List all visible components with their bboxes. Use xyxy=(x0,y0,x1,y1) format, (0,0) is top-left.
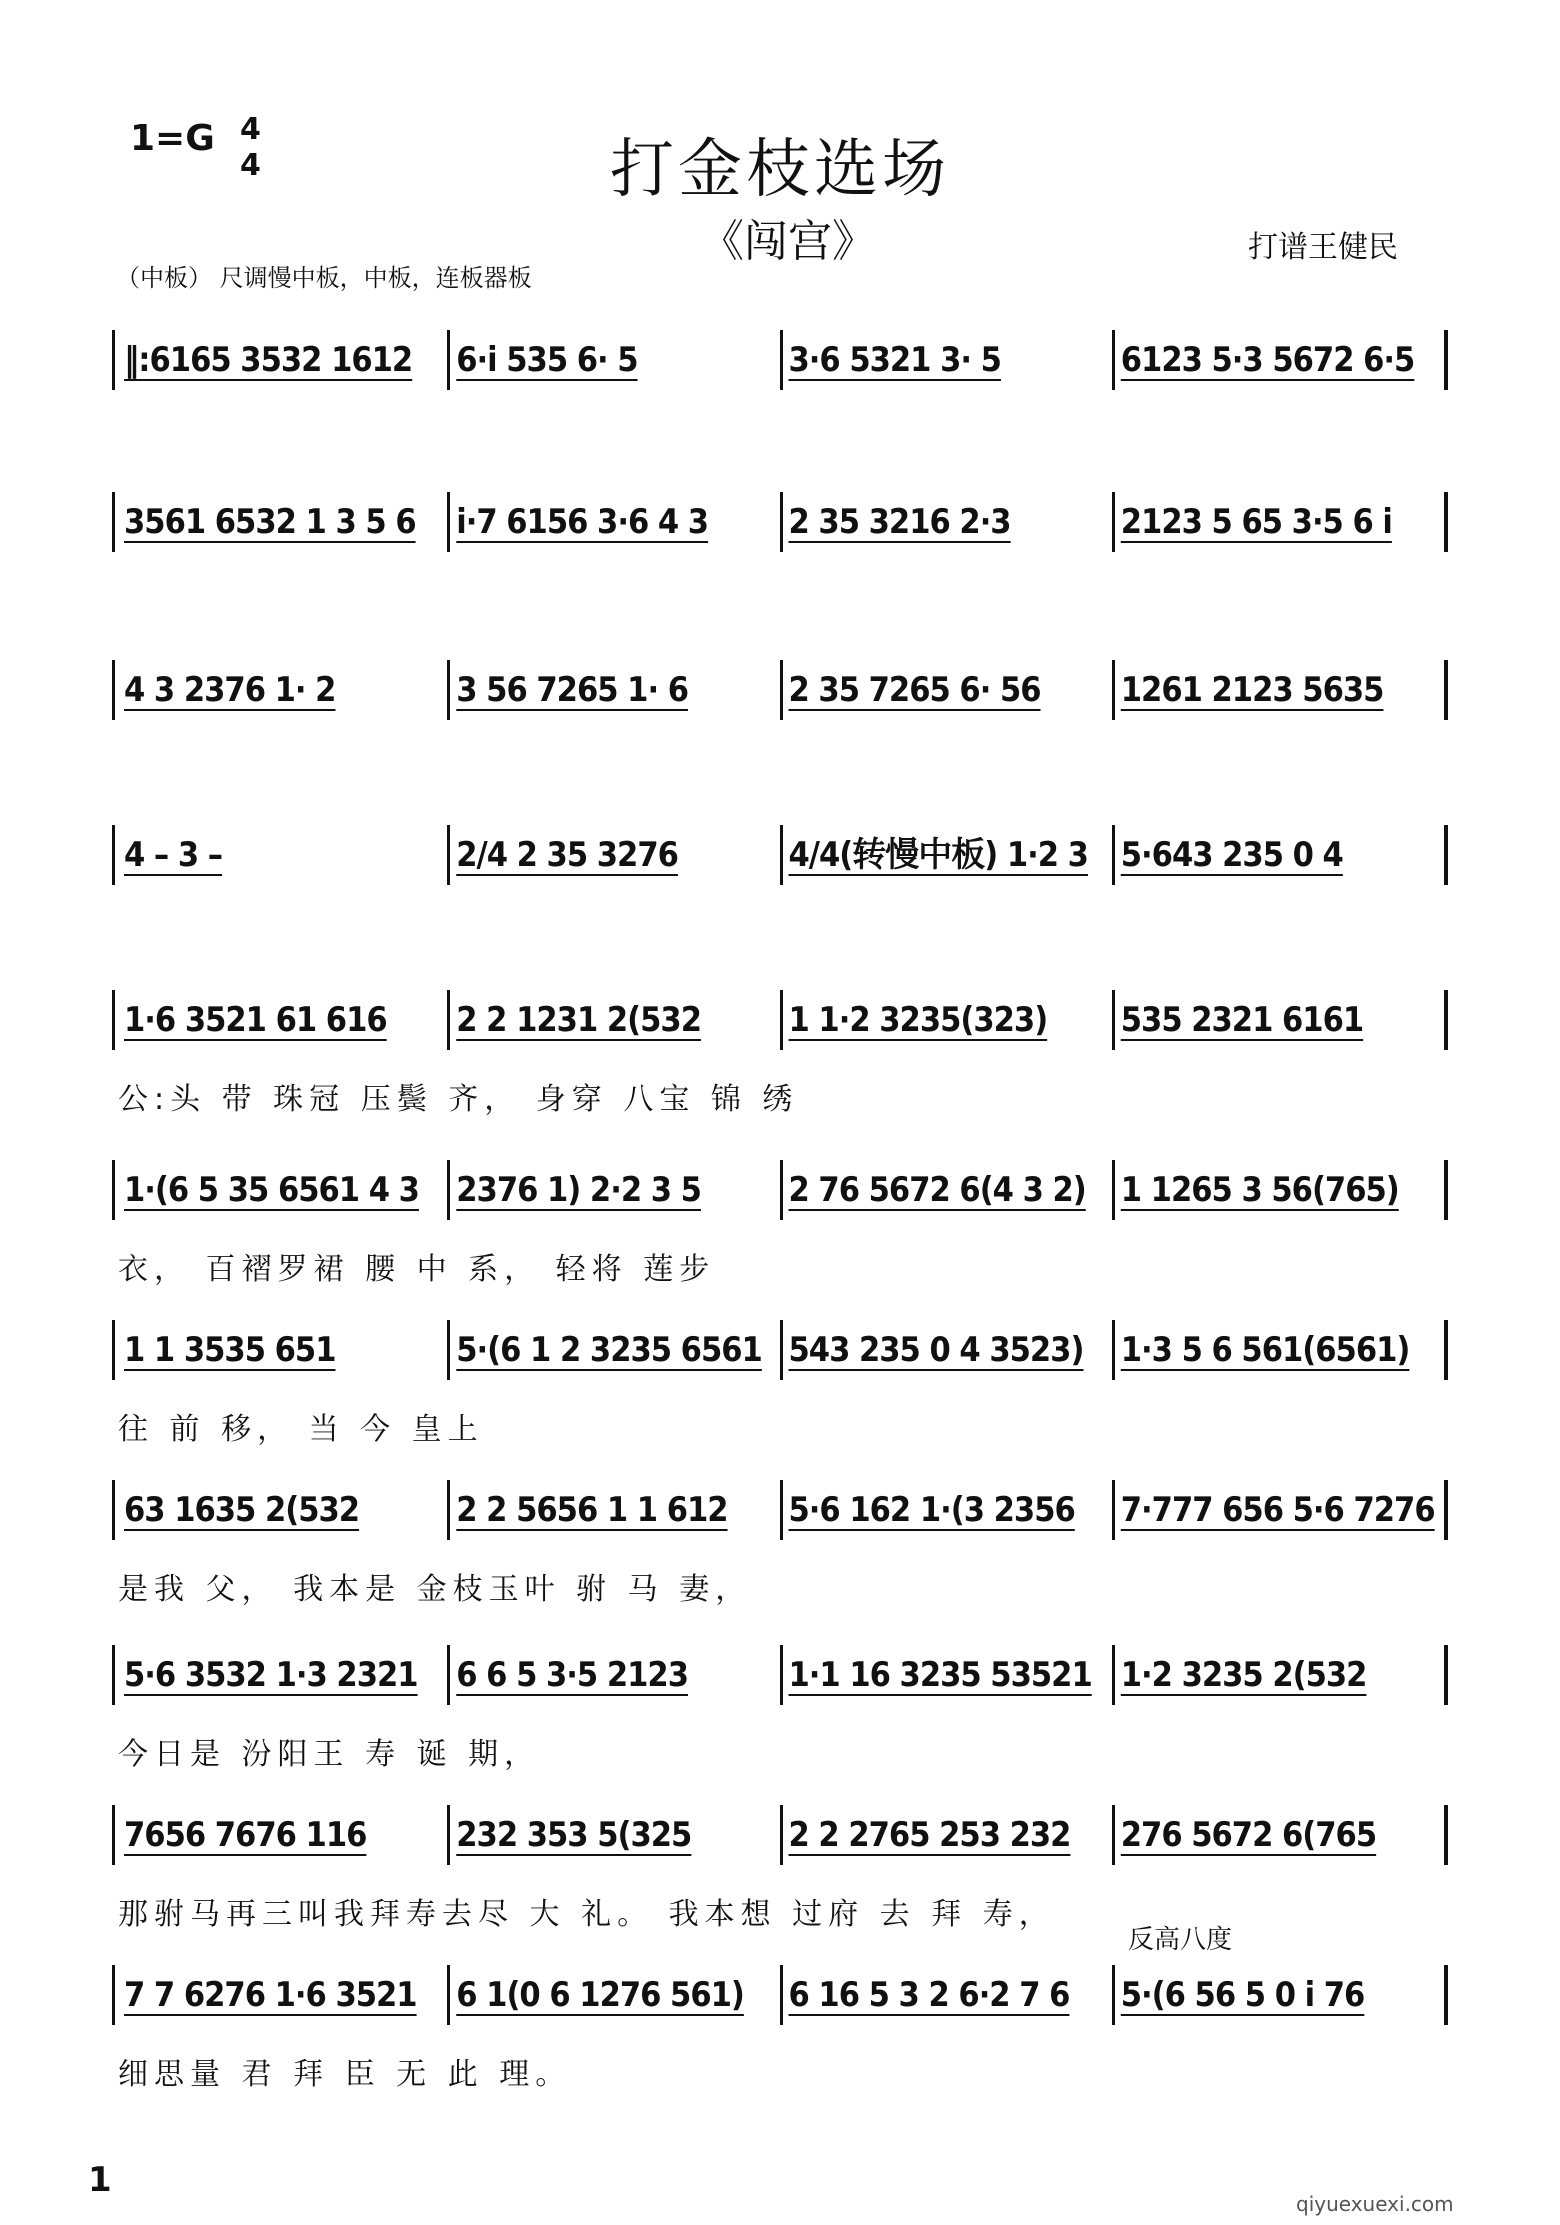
barline xyxy=(112,1645,115,1705)
watermark: qiyuexuexi.com xyxy=(1296,2192,1454,2216)
arranger-credit: 打谱王健民 xyxy=(1248,230,1398,265)
measure: 1·6 3521 61 616 xyxy=(118,990,450,1050)
notes-line xyxy=(118,1480,1448,1540)
barline xyxy=(112,1480,115,1540)
measure: 6 1(0 6 1276 561) xyxy=(450,1965,782,2025)
notes-line xyxy=(118,1160,1448,1220)
lyric-line: 衣， 百褶罗裙 腰 中 系， 轻将 莲步 xyxy=(118,1252,716,1287)
notes-line xyxy=(118,1965,1448,2025)
measure: 6 6 5 3·5 2123 xyxy=(450,1645,782,1705)
notes-line xyxy=(118,990,1448,1050)
measure: 1 1·2 3235(323) xyxy=(783,990,1115,1050)
measure: 6·i 535 6· 5 xyxy=(450,330,782,390)
measure: 232 353 5(325 xyxy=(450,1805,782,1865)
measure: 5·6 3532 1·3 2321 xyxy=(118,1645,450,1705)
measure: 2 35 7265 6· 56 xyxy=(783,660,1115,720)
measure: 2 2 2765 253 232 xyxy=(783,1805,1115,1865)
measure: 63 1635 2(532 xyxy=(118,1480,450,1540)
measure: 1·(6 5 35 6561 4 3 xyxy=(118,1160,450,1220)
measure: 2 35 3216 2·3 xyxy=(783,492,1115,552)
measure: 2 2 5656 1 1 612 xyxy=(450,1480,782,1540)
measure: 3561 6532 1 3 5 6 xyxy=(118,492,450,552)
score-system xyxy=(118,1645,1448,1772)
lyric-line: 往 前 移， 当 今 皇上 xyxy=(118,1412,484,1447)
measure: 5·(6 56 5 0 i 76 xyxy=(1115,1965,1448,2025)
measure: i·7 6156 3·6 4 3 xyxy=(450,492,782,552)
barline xyxy=(112,492,115,552)
score-system xyxy=(118,1925,1448,2092)
notes-line xyxy=(118,825,1448,885)
lyric-line: 是我 父， 我本是 金枝玉叶 驸 马 妻， xyxy=(118,1572,752,1607)
score-system xyxy=(118,660,1448,720)
key-signature: 1=G xyxy=(130,118,215,159)
measure: 1·2 3235 2(532 xyxy=(1115,1645,1448,1705)
score-system xyxy=(118,990,1448,1117)
barline xyxy=(112,1965,115,2025)
page-title: 打金枝选场 xyxy=(610,133,950,207)
lyric-line: 公:头 带 珠冠 压鬓 齐， 身穿 八宝 锦 绣 xyxy=(118,1082,799,1117)
measure: 2 2 1231 2(532 xyxy=(450,990,782,1050)
measure: 4/4(转慢中板) 1·2 3 xyxy=(783,825,1115,885)
time-signature xyxy=(240,112,261,184)
measure: 276 5672 6(765 xyxy=(1115,1805,1448,1865)
barline xyxy=(112,1160,115,1220)
measure: 2/4 2 35 3276 xyxy=(450,825,782,885)
tempo-marking: （中板） 尺调慢中板，中板，连板器板 xyxy=(116,264,532,292)
measure: 4 – 3 – xyxy=(118,825,450,885)
barline xyxy=(112,990,115,1050)
barline xyxy=(112,1320,115,1380)
page-number: 1 xyxy=(88,2160,112,2200)
lyric-line: 细思量 君 拜 臣 无 此 理。 xyxy=(118,2057,572,2092)
octave-annotation: 反高八度 xyxy=(1128,1925,1233,1955)
notes-line xyxy=(118,1645,1448,1705)
score-system xyxy=(118,1320,1448,1447)
measure: 6 16 5 3 2 6·2 7 6 xyxy=(783,1965,1115,2025)
score-system xyxy=(118,1480,1448,1607)
score-system xyxy=(118,492,1448,552)
measure: 543 235 0 4 3523) xyxy=(783,1320,1115,1380)
notes-line xyxy=(118,1805,1448,1865)
barline xyxy=(112,825,115,885)
lyric-line: 今日是 汾阳王 寿 诞 期， xyxy=(118,1737,541,1772)
measure: 4 3 2376 1· 2 xyxy=(118,660,450,720)
measure: 3 56 7265 1· 6 xyxy=(450,660,782,720)
notes-line xyxy=(118,492,1448,552)
measure: 6123 5·3 5672 6·5 xyxy=(1115,330,1448,390)
measure: 2376 1) 2·2 3 5 xyxy=(450,1160,782,1220)
score-system xyxy=(118,1805,1448,1932)
measure: 7·777 656 5·6 7276 xyxy=(1115,1480,1448,1540)
page-subtitle: 《闯宫》 xyxy=(700,216,876,267)
measure: 1261 2123 5635 xyxy=(1115,660,1448,720)
measure: 1 1265 3 56(765) xyxy=(1115,1160,1448,1220)
score-system xyxy=(118,1160,1448,1287)
measure: 1·1 16 3235 53521 xyxy=(783,1645,1115,1705)
measure: 1·3 5 6 561(6561) xyxy=(1115,1320,1448,1380)
score-system xyxy=(118,825,1448,885)
notes-line xyxy=(118,330,1448,390)
barline xyxy=(112,660,115,720)
score-system xyxy=(118,330,1448,390)
measure: 3·6 5321 3· 5 xyxy=(783,330,1115,390)
time-signature-top: 4 xyxy=(240,112,261,147)
barline xyxy=(112,330,115,390)
measure: ‖:6165 3532 1612 xyxy=(118,330,450,390)
measure: 5·6 162 1·(3 2356 xyxy=(783,1480,1115,1540)
barline xyxy=(112,1805,115,1865)
measure: 5·(6 1 2 3235 6561 xyxy=(450,1320,782,1380)
measure: 5·643 235 0 4 xyxy=(1115,825,1448,885)
lyric-line: 那驸马再三叫我拜寿去尽 大 礼。 我本想 过府 去 拜 寿， xyxy=(118,1897,1055,1932)
measure: 7656 7676 116 xyxy=(118,1805,450,1865)
measure: 535 2321 6161 xyxy=(1115,990,1448,1050)
notes-line xyxy=(118,1320,1448,1380)
measure: 7 7 6276 1·6 3521 xyxy=(118,1965,450,2025)
time-signature-bottom: 4 xyxy=(240,148,261,183)
notes-line xyxy=(118,660,1448,720)
measure: 1 1 3535 651 xyxy=(118,1320,450,1380)
measure: 2 76 5672 6(4 3 2) xyxy=(783,1160,1115,1220)
measure: 2123 5 65 3·5 6 i xyxy=(1115,492,1448,552)
